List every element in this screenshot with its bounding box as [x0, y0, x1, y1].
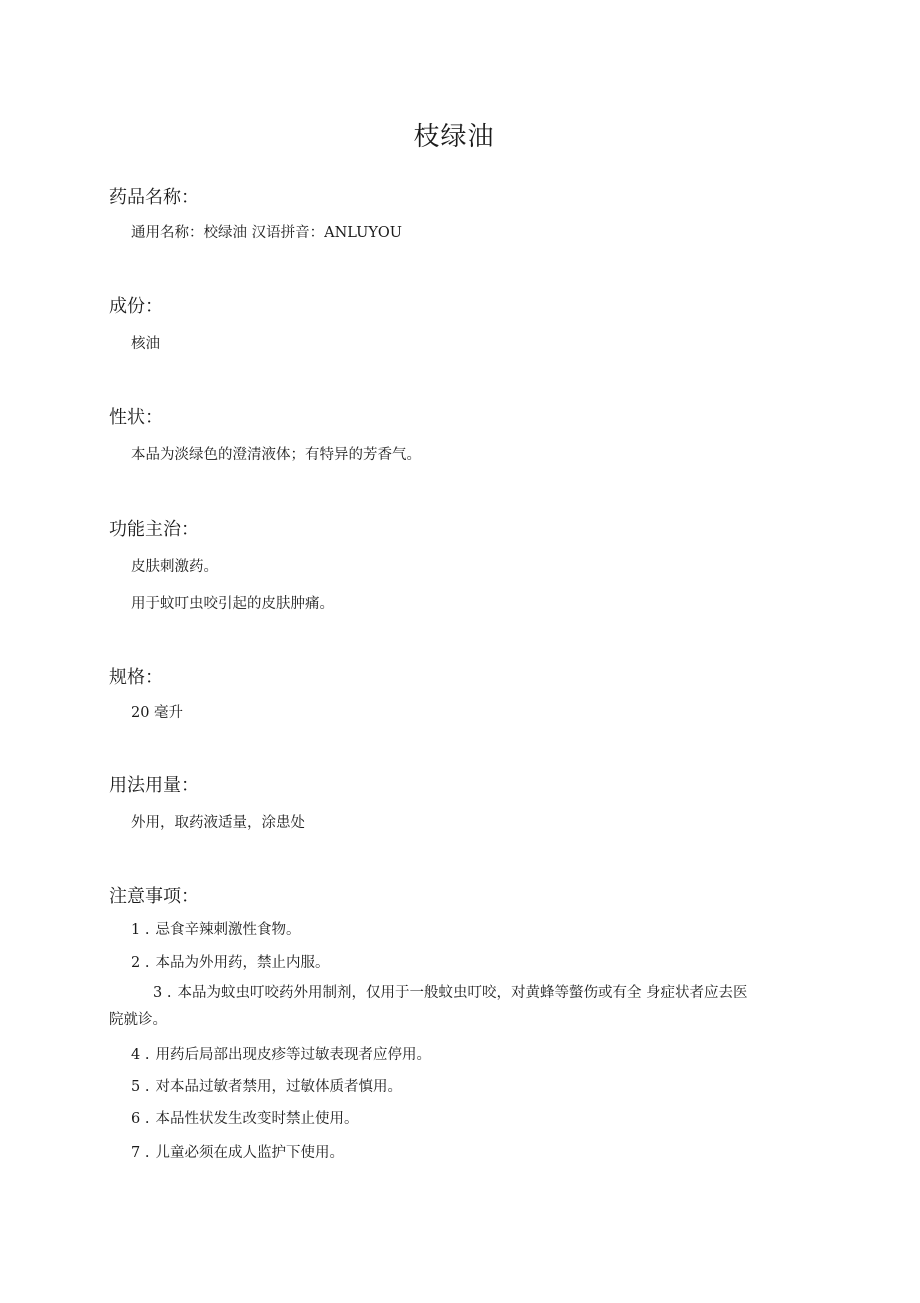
precaution-number: 6 .: [131, 1111, 150, 1127]
section-heading-precautions: 注意事项：: [109, 886, 199, 907]
indications-line: 用于蚊叮虫咬引起的皮肤肿痛。: [131, 596, 334, 612]
section-heading-drug-name: 药品名称：: [109, 187, 199, 208]
precaution-text: 用药后局部出现皮疹等过敏表现者应停用。: [155, 1047, 431, 1063]
precaution-item: [131, 1107, 358, 1128]
indications-line: 皮肤刺激药。: [131, 559, 218, 575]
document-title: 枝绿油: [413, 122, 495, 152]
precaution-number: 5 .: [131, 1079, 150, 1095]
precaution-text: 本品性状发生改变时禁止使用。: [155, 1111, 359, 1127]
precaution-text: 对本品过敏者禁用，过敏体质者慎用。: [155, 1079, 402, 1095]
description-line: 本品为淡绿色的澄清液体；有特异的芳香气。: [131, 447, 421, 463]
precaution-number: 2 .: [131, 955, 150, 971]
drug-name-line: 通用名称：校绿油 汉语拼音：ANLUYOU: [131, 225, 403, 241]
section-heading-ingredients: 成份：: [109, 296, 163, 317]
section-heading-indications: 功能主治：: [109, 519, 199, 540]
usage-line: 外用，取药液适量，涂患处: [131, 815, 305, 831]
precaution-number: 4 .: [131, 1047, 150, 1063]
precaution-item: [131, 1043, 431, 1064]
precaution-number: 3 .: [153, 985, 172, 1001]
precaution-item: [109, 980, 749, 1034]
precaution-item: [131, 918, 300, 939]
section-heading-specification: 规格：: [109, 667, 163, 688]
precaution-number: 7 .: [131, 1145, 150, 1161]
section-heading-usage: 用法用量：: [109, 775, 199, 796]
precaution-number: 1 .: [131, 922, 150, 938]
precaution-item: [131, 1141, 344, 1162]
specification-line: 20 毫升: [131, 705, 184, 721]
precaution-item: [131, 951, 329, 972]
section-heading-description: 性状：: [109, 407, 163, 428]
precaution-text: 忌食辛辣刺激性食物。: [155, 922, 301, 938]
precaution-text: 本品为外用药，禁止内服。: [155, 955, 330, 971]
precaution-text: 本品为蚊虫叮咬药外用制剂，仅用于一般蚊虫叮咬，对黄蜂等螫伤或有全 身症状者应去医院就诊。: [109, 985, 748, 1028]
ingredients-line: 核油: [131, 336, 160, 352]
precaution-text: 儿童必须在成人监护下使用。: [155, 1145, 344, 1161]
precaution-item: [131, 1075, 402, 1096]
